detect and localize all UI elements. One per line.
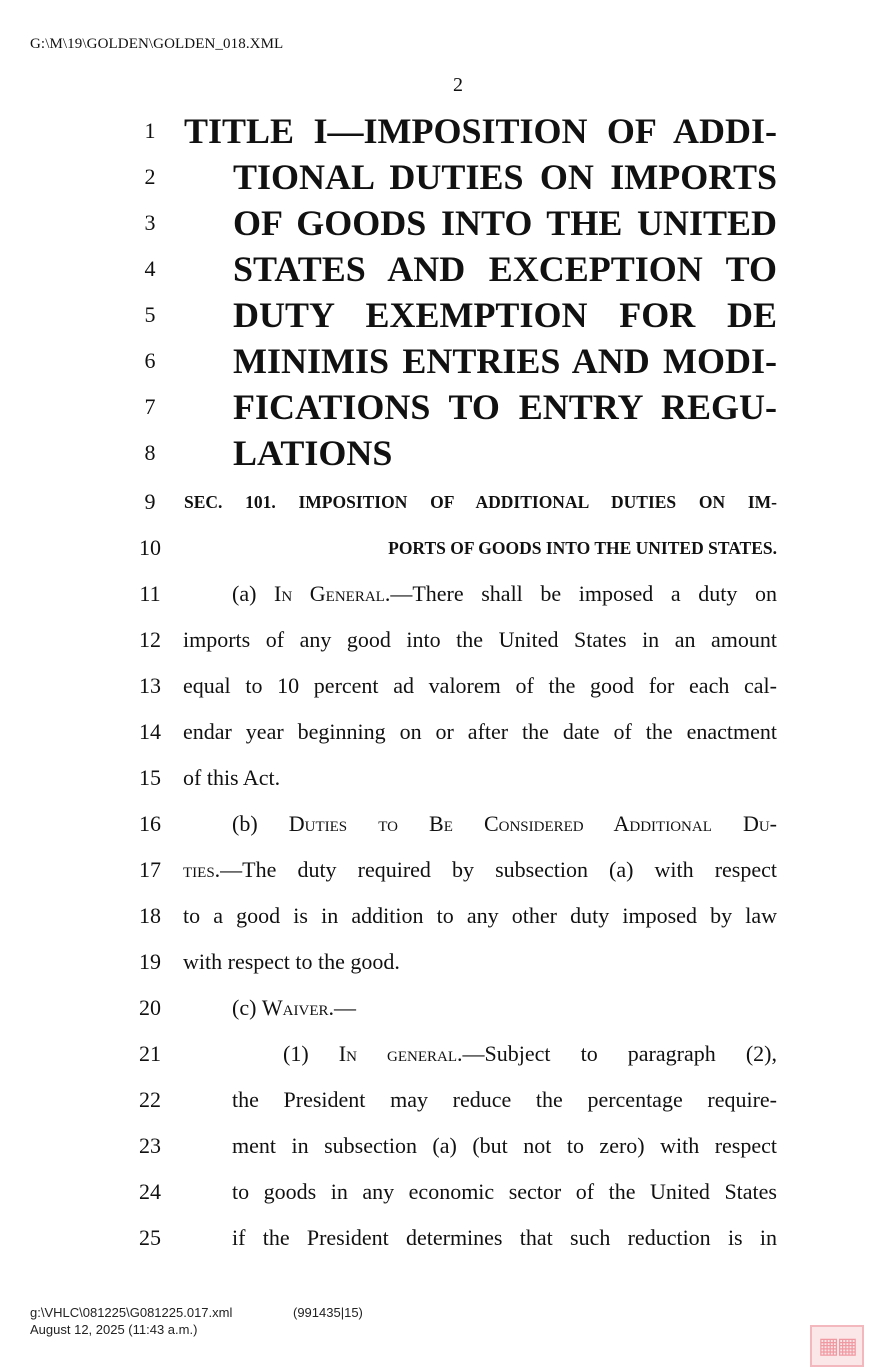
line-text: the President may reduce the percentage require- xyxy=(232,1087,777,1112)
footer-doc-code: (991435|15) xyxy=(293,1305,363,1320)
line-number: 23 xyxy=(139,1133,161,1158)
line-text: with respect to the good. xyxy=(183,949,400,974)
line-number: 4 xyxy=(144,256,156,281)
line-number: 5 xyxy=(144,302,156,327)
body-line-21 xyxy=(0,1031,896,1077)
line-text: if the President determines that such reduction is in xyxy=(232,1225,777,1250)
header-file-path: G:\M\19\GOLDEN\GOLDEN_018.XML xyxy=(30,36,284,52)
page-number: 2 xyxy=(453,74,463,96)
body-line-11 xyxy=(0,571,896,617)
line-number: 19 xyxy=(139,949,161,974)
line-text: ment in subsection (a) (but not to zero) with respect xyxy=(232,1133,777,1158)
line-number: 10 xyxy=(139,535,161,560)
line-number: 7 xyxy=(144,394,156,419)
section-heading-line xyxy=(0,525,896,571)
line-text: endar year beginning on or after the date of the enactment xyxy=(183,719,777,744)
line-text: equal to 10 percent ad valorem of the good for each cal- xyxy=(183,673,777,698)
line-number: 17 xyxy=(139,857,161,882)
subsection-marker: (b) xyxy=(232,811,289,836)
line-number: 20 xyxy=(139,995,161,1020)
body-line-17 xyxy=(0,847,896,893)
subsection-marker: (a) xyxy=(232,581,275,606)
line-number: 24 xyxy=(139,1179,161,1204)
line-text: — xyxy=(334,995,357,1020)
line-number: 1 xyxy=(144,118,156,143)
title-line xyxy=(0,154,896,200)
line-number: 6 xyxy=(144,348,156,373)
subsection-caption: In General. xyxy=(274,581,391,606)
title-line xyxy=(0,384,896,430)
line-number: 8 xyxy=(144,440,156,465)
body-line-23 xyxy=(0,1123,896,1169)
title-text: LATIONS xyxy=(233,433,393,473)
red-seal-stamp-icon: ▦▦ xyxy=(810,1325,864,1367)
subsection-caption: Duties to Be Considered Additional Du- xyxy=(288,811,777,836)
title-line xyxy=(0,108,896,154)
subsection-caption: ties. xyxy=(183,857,221,882)
line-number: 3 xyxy=(144,210,156,235)
title-text: OF GOODS INTO THE UNITED xyxy=(233,203,777,243)
line-text: of this Act. xyxy=(183,765,281,790)
title-line xyxy=(0,200,896,246)
title-text: TITLE I—IMPOSITION OF ADDI- xyxy=(184,111,777,151)
body-line-15 xyxy=(0,755,896,801)
body-line-14 xyxy=(0,709,896,755)
body-line-16 xyxy=(0,801,896,847)
line-number: 2 xyxy=(144,164,156,189)
footer-file-path: g:\VHLC\081225\G081225.017.xml xyxy=(30,1305,233,1320)
line-number: 9 xyxy=(144,489,156,514)
line-number: 16 xyxy=(139,811,161,836)
body-line-18 xyxy=(0,893,896,939)
line-number: 11 xyxy=(139,581,161,606)
line-number: 18 xyxy=(139,903,161,928)
line-number: 25 xyxy=(139,1225,161,1250)
subsection-caption: Waiver. xyxy=(261,995,335,1020)
line-text-rest: —The duty required by subsection (a) with respect xyxy=(220,857,777,882)
line-text: to goods in any economic sector of the United States xyxy=(232,1179,777,1204)
body-line-12 xyxy=(0,617,896,663)
subsection-b-heading xyxy=(232,801,777,847)
footer-timestamp: August 12, 2025 (11:43 a.m.) xyxy=(30,1322,198,1337)
title-text: FICATIONS TO ENTRY REGU- xyxy=(233,387,777,427)
line-text: imports of any good into the United States in an amount xyxy=(183,627,777,652)
body-line-19 xyxy=(0,939,896,985)
title-text: MINIMIS ENTRIES AND MODI- xyxy=(233,341,777,381)
subsection-c-heading xyxy=(232,985,356,1031)
title-line xyxy=(0,246,896,292)
subsection-marker: (c) xyxy=(232,995,262,1020)
title-text: TIONAL DUTIES ON IMPORTS xyxy=(233,157,777,197)
paragraph-caption: In general. xyxy=(338,1041,463,1066)
section-heading-text: PORTS OF GOODS INTO THE UNITED STATES. xyxy=(388,538,777,558)
line-text xyxy=(183,847,777,893)
paragraph-marker: (1) xyxy=(283,1041,339,1066)
footer xyxy=(30,1304,363,1338)
line-number: 12 xyxy=(139,627,161,652)
line-text: to a good is in addition to any other duty imposed by law xyxy=(183,903,777,928)
line-number: 21 xyxy=(139,1041,161,1066)
line-number: 13 xyxy=(139,673,161,698)
line-text: —There shall be imposed a duty on xyxy=(390,581,777,606)
line-number: 15 xyxy=(139,765,161,790)
body-line-24 xyxy=(0,1169,896,1215)
section-heading-text: SEC. 101. IMPOSITION OF ADDITIONAL DUTIES ON IM- xyxy=(184,492,777,512)
paragraph-1-heading xyxy=(283,1031,777,1077)
title-line xyxy=(0,292,896,338)
line-number: 14 xyxy=(139,719,161,744)
section-heading-line xyxy=(0,479,896,525)
title-line xyxy=(0,430,896,476)
body-line-25 xyxy=(0,1215,896,1261)
title-text: DUTY EXEMPTION FOR DE xyxy=(233,295,777,335)
subsection-a-heading xyxy=(232,571,777,617)
line-text: —Subject to paragraph (2), xyxy=(462,1041,777,1066)
line-number: 22 xyxy=(139,1087,161,1112)
body-line-22 xyxy=(0,1077,896,1123)
body-line-13 xyxy=(0,663,896,709)
title-line xyxy=(0,338,896,384)
body-line-20 xyxy=(0,985,896,1031)
title-text: STATES AND EXCEPTION TO xyxy=(233,249,777,289)
